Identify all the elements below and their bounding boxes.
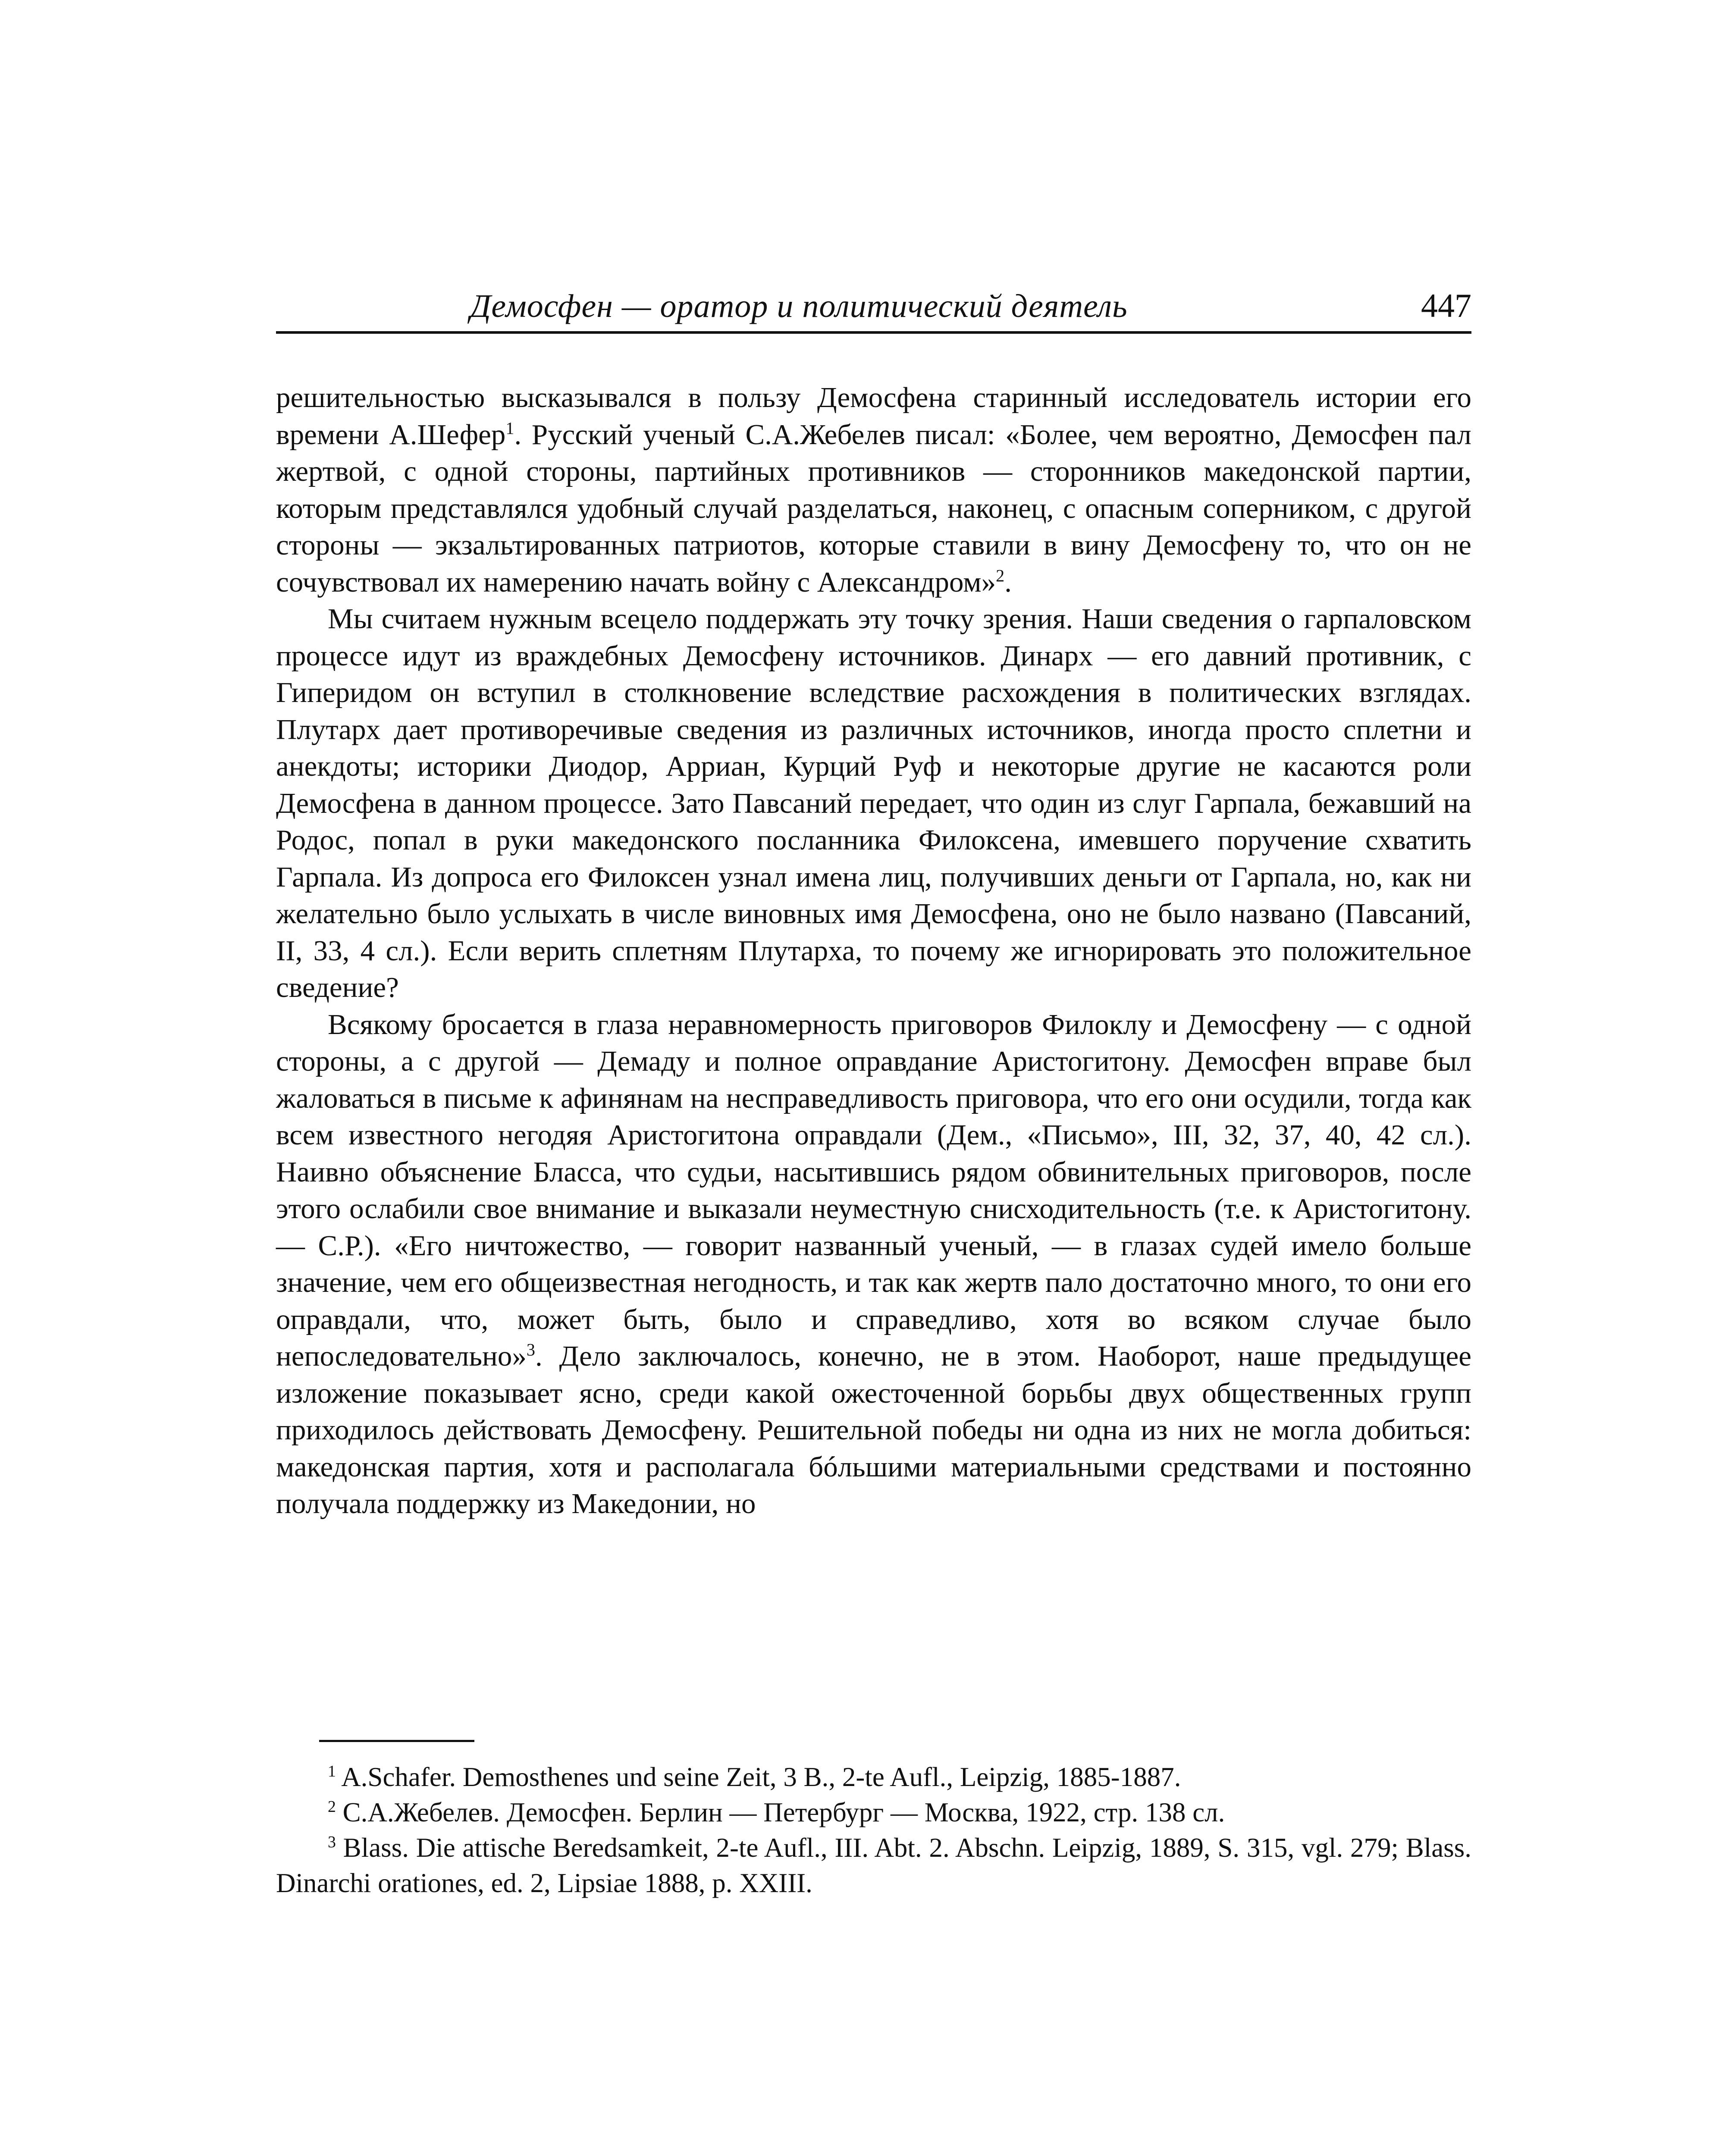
footnote: $^1$ A.Schafer. Demosthenes und seine Zeit, 3 B., 2-te Aufl., Leipzig, 1885-1887. xyxy=(328,1762,1181,1792)
paragraph: Мы считаем нужным всецело поддержать эту точку зрения. Наши сведения о гарпаловском процессе идут из враждебных Демосфену источников. Динарх — его давний противник, с Гиперидом он вступил в столкновение вследствие расхождения в политических взглядах. Плутарх дает противоречивые сведения из различных источников, иногда просто сплетни и анекдоты; историки Диодор, Арриан, Курций Руф и некоторые другие не касаются роли Демосфена в данном процессе. Зато Павсаний передает, что один из слуг Гарпала, бежавший на Родос, попал в руки македонского посланника Филоксена, имевшего поручение схватить Гарпала. Из допроса его Филоксен узнал имена лиц, получивших деньги от Гарпала, но, как ни желательно было услыхать в числе виновных имя Демосфена, оно не было названо (Павсаний, II, 33, 4 сл.). Если верить сплетням Плутарха, то почему же игнорировать это положительное сведение? xyxy=(276,603,1471,1003)
page-header xyxy=(276,279,1471,334)
footnote-ref: 2 xyxy=(996,566,1005,586)
paragraph: Всякому бросается в глаза неравномерность приговоров Филоклу и Демосфену — с одной стороны, а с другой — Демаду и полное оправдание Аристогитону. Демосфен вправе был жаловаться в письме к афинянам на несправедливость приговора, что его они осудили, тогда как всем известного негодяя Аристогитона оправдали (Дем., «Письмо», III, 32, 37, 40, 42 сл.). Наивно объяснение Бласса, что судьи, насытившись рядом обвинительных приговоров, после этого ослабили свое внимание и выказали неуместную снисходительность (т.е. к Аристогитону. — С.Р.). «Его ничтожество, — говорит названный ученый, — в глазах судей имело больше значение, чем его общеизвестная негодность, и так как жертв пало достаточно много, то они его оправдали, что, может быть, было и справедливо, хотя во всяком случае было непоследовательно»$^3$. Дело заключалось, конечно, не в этом. Наоборот, наше предыдущее изложение показывает ясно, среди какой ожесточенной борьбы двух общественных групп приходилось действовать Демосфену. Решительной победы ни одна из них не могла добиться: македонская партия, хотя и располагала бóльшими материальными средствами и постоянно получала поддержку из Македонии, но xyxy=(276,1008,1471,1520)
footnote: $^2$ С.А.Жебелев. Демосфен. Берлин — Петербург — Москва, 1922, стр. 138 сл. xyxy=(328,1797,1225,1827)
page-number: 447 xyxy=(1421,287,1471,324)
footnote-ref: 1 xyxy=(505,418,514,438)
footnotes xyxy=(276,1759,1471,1901)
footnote: $^3$ Blass. Die attische Beredsamkeit, 2-te Aufl., III. Abt. 2. Abschn. Leipzig, 1889, S. 315, vgl. 279; Blass. Dinarchi orationes, ed. 2, Lipsiae 1888, p. XXIII. xyxy=(276,1833,1471,1898)
footnote-ref: 3 xyxy=(526,1340,535,1360)
footnote-marker: 1 xyxy=(328,1762,336,1780)
main-text xyxy=(276,379,1471,1523)
running-title: Демосфен — оратор и политический деятель xyxy=(470,288,1128,324)
footnote-divider xyxy=(319,1740,474,1742)
paragraph: решительностью высказывался в пользу Демосфена старинный исследователь истории его времени А.Шефер$^1$. Русский ученый С.А.Жебелев писал: «Более, чем вероятно, Демосфен пал жертвой, с одной стороны, партийных противников — сторонников македонской партии, которым представлялся удобный случай разделаться, наконец, с опасным соперником, с другой стороны — экзальтированных патриотов, которые ставили в вину Демосфену то, что он не сочувствовал их намерению начать войну с Александром»$^2$. xyxy=(276,382,1471,598)
footnote-marker: 2 xyxy=(328,1798,336,1816)
footnote-marker: 3 xyxy=(328,1833,336,1851)
